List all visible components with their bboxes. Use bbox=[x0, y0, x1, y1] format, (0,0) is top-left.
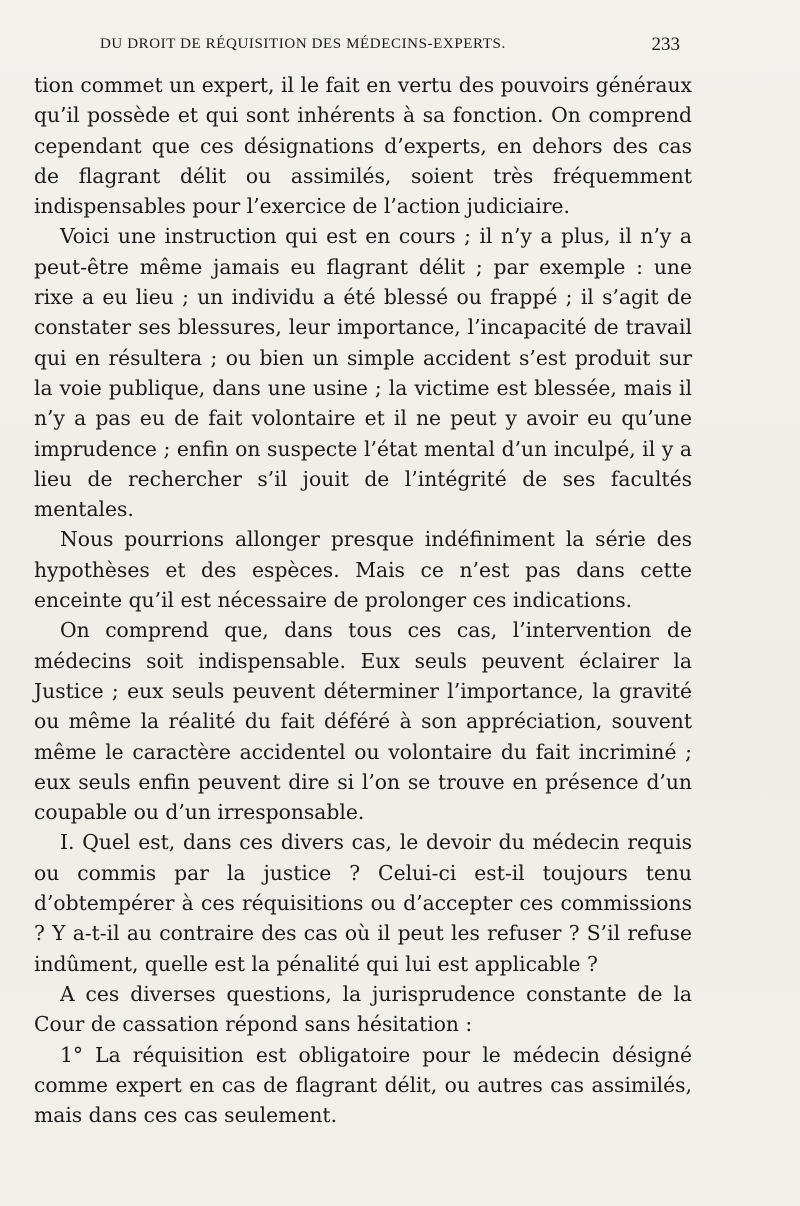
paragraph-continued: tion commet un expert, il le fait en vertu des pouvoirs généraux qu’il possède et qui sont inhérents à sa fonction. On comprend cependant que ces désignations d’experts, en dehors des cas de flagrant délit ou assimilés, soient très fréquemment indispensables pour l’exercice de l’action judiciaire. bbox=[34, 73, 692, 219]
paragraph-hypotheses: Nous pourrions allonger presque indéfiniment la série des hypothèses et des espèces. Mais ce n’est pas dans cette enceinte qu’il est nécessaire de prolonger ces indications. bbox=[34, 527, 692, 613]
body-text bbox=[34, 70, 692, 1130]
page-number: 233 bbox=[651, 34, 680, 55]
paragraph-point-one: 1° La réquisition est obligatoire pour le médecin désigné comme expert en cas de flagrant délit, ou autres cas assimilés, mais dans ces cas seulement. bbox=[34, 1042, 692, 1128]
paragraph-role-of-physicians: On comprend que, dans tous ces cas, l’intervention de médecins soit indispensable. Eux seuls peuvent éclairer la Justice ; eux seuls peuvent déterminer l’importance, la gravité ou même la réalité du fait déféré à son appréciation, souvent même le caractère accidentel ou volontaire du fait incriminé ; eux seuls enfin peuvent dire si l’on se trouve en présence d’un coupable ou d’un irresponsable. bbox=[34, 618, 692, 825]
paragraph-jurisprudence: A ces diverses questions, la jurisprudence constante de la Cour de cassation répond sans hésitation : bbox=[34, 981, 692, 1037]
paragraph-instruction-example: Voici une instruction qui est en cours ; il n’y a plus, il n’y a peut-être même jamais eu flagrant délit ; par exemple : une rixe a eu lieu ; un individu a été blessé ou frappé ; il s’agit de constater ses blessures, leur importance, l’incapacité de travail qui en résultera ; ou bien un simple accident s’est produit sur la voie publique, dans une usine ; la victime est blessée, mais il n’y a pas eu de fait volontaire et il ne peut y avoir eu qu’une imprudence ; enfin on suspecte l’état mental d’un inculpé, il y a lieu de rechercher s’il jouit de l’intégrité de ses facultés mentales. bbox=[34, 224, 692, 522]
running-title: DU DROIT DE RÉQUISITION DES MÉDECINS-EXPERTS. bbox=[100, 36, 506, 52]
running-head bbox=[100, 36, 680, 58]
paragraph-question-one: I. Quel est, dans ces divers cas, le devoir du médecin requis ou commis par la justice ? Celui-ci est-il toujours tenu d’obtempérer à ces réquisitions ou d’accepter ces commissions ? Y a-t-il au contraire des cas où il peut les refuser ? S’il refuse indûment, quelle est la pénalité qui lui est applicable ? bbox=[34, 830, 692, 976]
